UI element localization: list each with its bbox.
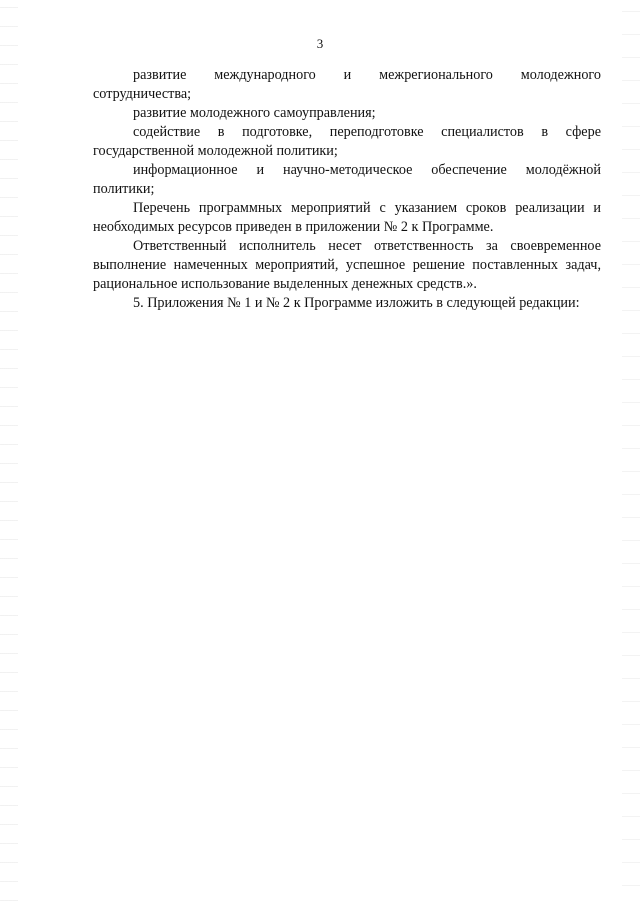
paragraph-specialist-training: содействие в подготовке, переподготовке специалистов в сфере государственной молодежной политики; [93,124,601,159]
scan-noise-left [0,0,18,905]
paragraph-responsible-executor: Ответственный исполнитель несет ответственность за своевременное выполнение намеченных мероприятий, успешное решение поставленных задач, рациональное использование выделенных денежных средств.». [93,238,601,292]
paragraph-program-activities: Перечень программных мероприятий с указанием сроков реализации и необходимых ресурсов приведен в приложении № 2 к Программе. [93,200,601,235]
document-body [93,66,601,313]
page-number: 3 [316,36,324,51]
scan-noise-right [622,0,640,905]
paragraph-information-support: информационное и научно-методическое обеспечение молодёжной политики; [93,162,601,197]
paragraph-international-cooperation: развитие международного и межрегионального молодежного сотрудничества; [93,67,601,102]
paragraph-appendices: 5. Приложения № 1 и № 2 к Программе изложить в следующей редакции: [133,295,580,311]
paragraph-self-government: развитие молодежного самоуправления; [133,105,376,121]
